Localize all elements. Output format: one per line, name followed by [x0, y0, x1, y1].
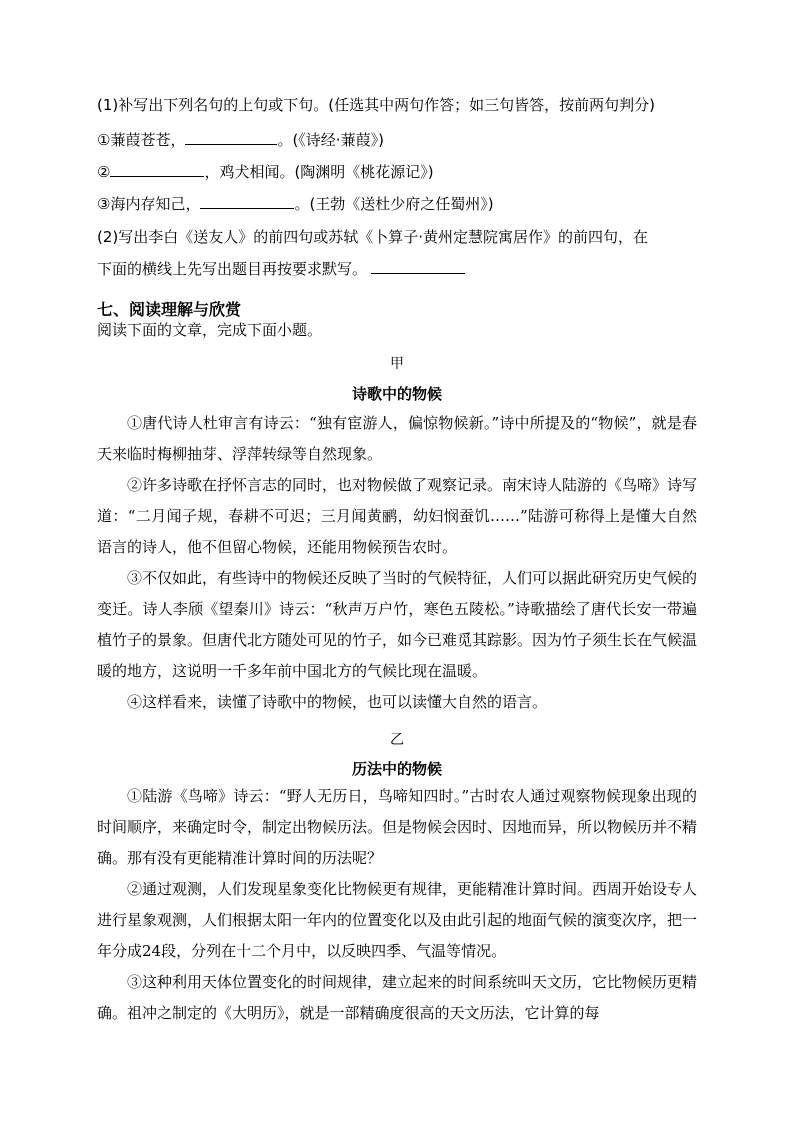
article-a-body	[97, 408, 697, 718]
article-a-paragraph: ②许多诗歌在抒怀言志的同时，也对物候做了观察记录。南宋诗人陆游的《鸟啼》诗写道：“二月闻子规，春耕不可迟；三月闻黄鹂，幼妇悯蚕饥……”陆游可称得上是懂大自然语言的诗人，他不但留心物候，还能用物候预告农时。	[97, 476, 698, 556]
article-a-paragraph: ①唐代诗人杜审言有诗云：“独有宦游人，偏惊物候新。”诗中所提及的“物候”，就是春天来临时梅柳抽芽、浮萍转绿等自然现象。	[97, 414, 697, 463]
article-b-paragraph: ③这种利用天体位置变化的时间规律，建立起来的时间系统叫天文历，它比物候历更精确。祖冲之制定的《大明历》，就是一部精确度很高的天文历法，它计算的每	[97, 973, 698, 1022]
question-2-line-1: (2)写出李白《送友人》的前四句或苏轼《卜算子·黄州定慧院寓居作》的前四句，在	[97, 228, 649, 246]
answer-blank-2[interactable]	[110, 162, 204, 177]
answer-blank-1[interactable]	[185, 130, 277, 145]
item-1-after: 。(《诗经·蒹葭》)	[277, 131, 384, 149]
item-3-after: 。(王勃《送杜少府之任蜀州》)	[294, 195, 494, 213]
answer-blank-4[interactable]	[371, 259, 465, 274]
article-b-paragraph: ②通过观测，人们发现星象变化比物候更有规律，更能精准计算时间。西周开始设专人进行星象观测，人们根据太阳一年内的位置变化以及由此引起的地面气候的演变次序，把一年分成24段，分列在十二个月中，以反映四季、气温等情况。	[97, 880, 698, 960]
item-2-after: ，鸡犬相闻。(陶渊明《桃花源记》)	[204, 163, 434, 181]
article-b-paragraph: ①陆游《鸟啼》诗云：“野人无历日，鸟啼知四时。”古时农人通过观察物候现象出现的时间顺序，来确定时令，制定出物候历法。但是物候会因时、因地而异，所以物候历并不精确。那有没有更能精准计算时间的历法呢？	[97, 787, 698, 867]
article-b-body	[97, 781, 697, 1029]
section-instruction: 阅读下面的文章，完成下面小题。	[97, 321, 323, 339]
article-a-label: 甲	[390, 356, 404, 372]
section-heading: 七、阅读理解与欣赏	[97, 300, 242, 319]
question-1-item-2	[97, 162, 434, 182]
item-2-before: ②	[97, 163, 111, 181]
article-b-label: 乙	[390, 732, 404, 748]
article-a-paragraph: ④这样看来，读懂了诗歌中的物候，也可以读懂大自然的语言。	[127, 693, 548, 711]
question-2-line-2-text: 下面的横线上先写出题目再按要求默写。	[97, 260, 368, 278]
item-3-before: ③海内存知己，	[97, 195, 201, 213]
item-1-before: ①蒹葭苍苍，	[97, 131, 186, 149]
question-1-item-3	[97, 194, 494, 214]
article-a-title: 诗歌中的物候	[351, 385, 442, 403]
question-1-item-1	[97, 130, 384, 150]
article-a-paragraph: ③不仅如此，有些诗中的物候还反映了当时的气候特征，人们可以据此研究历史气候的变迁。诗人李颀《望秦川》诗云：“秋声万户竹，寒色五陵松。”诗歌描绘了唐代长安一带遍植竹子的景象。但唐代北方随处可见的竹子，如今已难觅其踪影。因为竹子须生长在气候温暖的地方，这说明一千多年前中国北方的气候比现在温暖。	[97, 569, 698, 680]
answer-blank-3[interactable]	[200, 194, 294, 209]
question-2-line-2	[97, 259, 465, 279]
question-1-intro: (1)补写出下列名句的上句或下句。(任选其中两句作答；如三句皆答，按前两句判分)	[97, 96, 655, 114]
article-b-title: 历法中的物候	[351, 760, 442, 778]
